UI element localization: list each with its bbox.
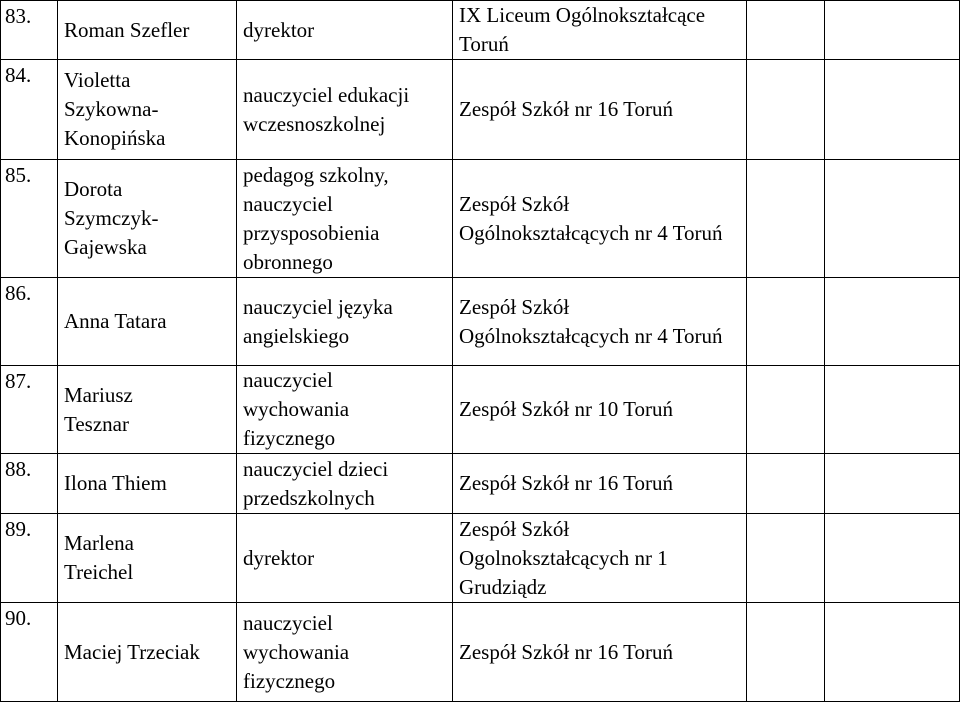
table-row <box>1 160 960 278</box>
school-name <box>453 60 747 160</box>
empty-cell <box>825 278 960 366</box>
school-name-text: Zespół Szkół Ogólnokształcących nr 4 Toruń <box>459 294 723 348</box>
row-number: 84. <box>1 60 58 160</box>
person-name-text: Marlena Treichel <box>64 531 134 584</box>
person-name-text: Anna Tatara <box>64 309 167 333</box>
table-row <box>1 366 960 454</box>
school-name-text: Zespół Szkół Ogólnokształcących nr 4 Toruń <box>459 191 723 245</box>
school-name-text: Zespół Szkół nr 10 Toruń <box>459 397 673 421</box>
person-name-text: Dorota Szymczyk-Gajewska <box>64 177 159 259</box>
school-name <box>453 278 747 366</box>
person-role-text: dyrektor <box>243 17 315 42</box>
person-name <box>58 454 237 514</box>
empty-cell <box>747 60 825 160</box>
table-row <box>1 514 960 603</box>
school-name-text: Zespół Szkół nr 16 Toruń <box>459 471 673 495</box>
table-row <box>1 60 960 160</box>
table-row <box>1 1 960 60</box>
empty-cell <box>825 60 960 160</box>
row-number: 86. <box>1 278 58 366</box>
table-row <box>1 603 960 702</box>
school-name <box>453 454 747 514</box>
school-name-text: IX Liceum Ogólnokształcące Toruń <box>459 3 706 56</box>
person-name <box>58 160 237 278</box>
person-name <box>58 278 237 366</box>
person-role <box>237 60 453 160</box>
empty-cell <box>747 603 825 702</box>
person-role-text: nauczyciel dzieci przedszkolnych <box>243 456 389 510</box>
person-role-text: dyrektor <box>243 545 315 570</box>
row-number: 83. <box>1 1 58 60</box>
empty-cell <box>747 514 825 603</box>
school-name <box>453 1 747 60</box>
person-name <box>58 366 237 454</box>
school-name-text: Zespół Szkół Ogolnokształcących nr 1 Grudziądz <box>459 516 668 599</box>
person-name-text: Mariusz Tesznar <box>64 382 133 436</box>
person-name-text: Roman Szefler <box>64 17 190 42</box>
empty-cell <box>825 1 960 60</box>
person-role <box>237 1 453 60</box>
person-role-text: nauczyciel wychowania fizycznego <box>243 368 350 450</box>
school-name <box>453 160 747 278</box>
person-role-text: nauczyciel edukacji wczesnoszkolnej <box>243 82 410 136</box>
school-name-text: Zespół Szkół nr 16 Toruń <box>459 639 673 664</box>
person-name-text: Maciej Trzeciak <box>64 639 200 664</box>
empty-cell <box>747 278 825 366</box>
person-name-text: Ilona Thiem <box>64 471 167 495</box>
empty-cell <box>747 160 825 278</box>
person-role <box>237 278 453 366</box>
person-role <box>237 454 453 514</box>
school-name <box>453 603 747 702</box>
school-name <box>453 366 747 454</box>
empty-cell <box>825 603 960 702</box>
person-name <box>58 514 237 603</box>
person-role-text: pedagog szkolny, nauczyciel przysposobienia obronnego <box>243 162 389 274</box>
empty-cell <box>747 1 825 60</box>
row-number: 90. <box>1 603 58 702</box>
person-role <box>237 514 453 603</box>
person-role-text: nauczyciel języka angielskiego <box>243 294 393 348</box>
row-number: 88. <box>1 454 58 514</box>
person-name <box>58 60 237 160</box>
empty-cell <box>825 366 960 454</box>
empty-cell <box>747 366 825 454</box>
school-name-text: Zespół Szkół nr 16 Toruń <box>459 97 673 121</box>
person-name <box>58 603 237 702</box>
person-name <box>58 1 237 60</box>
empty-cell <box>825 514 960 603</box>
row-number: 85. <box>1 160 58 278</box>
person-role <box>237 603 453 702</box>
table-row <box>1 454 960 514</box>
person-role-text: nauczyciel wychowania fizycznego <box>243 610 350 693</box>
empty-cell <box>825 160 960 278</box>
person-role <box>237 160 453 278</box>
person-role <box>237 366 453 454</box>
empty-cell <box>825 454 960 514</box>
empty-cell <box>747 454 825 514</box>
person-name-text: Violetta Szykowna-Konopińska <box>64 68 166 150</box>
school-name <box>453 514 747 603</box>
table-row <box>1 278 960 366</box>
row-number: 89. <box>1 514 58 603</box>
row-number: 87. <box>1 366 58 454</box>
